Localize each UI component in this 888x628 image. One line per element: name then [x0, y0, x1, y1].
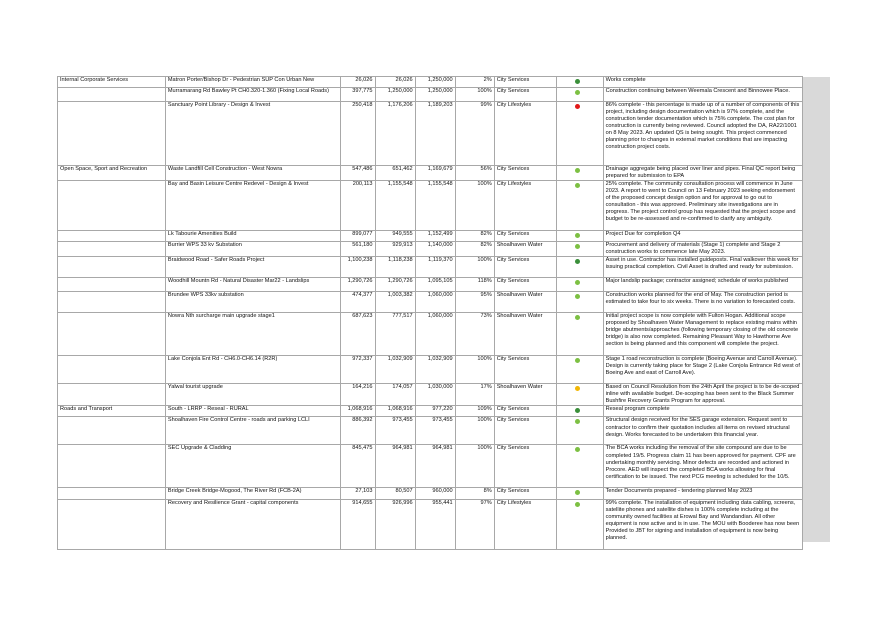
status-cell	[557, 384, 603, 406]
project-name-cell: Lake Conjola Ent Rd - CH6.0-CH6.14 (R2R)	[165, 356, 340, 384]
forecast-cell: 949,555	[375, 231, 415, 242]
project-name-cell: SEC Upgrade & Cladding	[165, 445, 340, 488]
table-row	[58, 445, 803, 488]
budget-cell: 1,152,499	[415, 231, 455, 242]
table-row	[58, 278, 803, 292]
comment-cell: Construction continuing between Weemala Crescent and Binnowee Place.	[603, 88, 802, 102]
forecast-cell: 1,032,909	[375, 356, 415, 384]
table-row	[58, 356, 803, 384]
status-cell	[557, 278, 603, 292]
budget-cell: 1,250,000	[415, 77, 455, 88]
status-dot-icon	[575, 104, 580, 109]
category-cell	[58, 181, 166, 231]
page-margin-panel	[803, 77, 830, 542]
budget-cell: 1,140,000	[415, 242, 455, 257]
ytd-actual-cell: 845,475	[340, 445, 375, 488]
ytd-actual-cell: 27,103	[340, 488, 375, 499]
directorate-cell: City Lifestyles	[494, 181, 557, 231]
ytd-actual-cell: 397,775	[340, 88, 375, 102]
forecast-cell: 1,003,382	[375, 292, 415, 313]
comment-cell: Procurement and delivery of materials (Stage 1) complete and Stage 2 construction works to commence late May 2023.	[603, 242, 802, 257]
category-cell: Open Space, Sport and Recreation	[58, 166, 166, 181]
ytd-actual-cell: 1,290,726	[340, 278, 375, 292]
comment-cell: Works complete	[603, 77, 802, 88]
status-dot-icon	[575, 294, 580, 299]
category-cell	[58, 445, 166, 488]
project-name-cell: Sanctuary Point Library - Design & Invest	[165, 102, 340, 166]
directorate-cell: City Services	[494, 356, 557, 384]
status-dot-icon	[575, 233, 580, 238]
ytd-actual-cell: 899,077	[340, 231, 375, 242]
table-row	[58, 166, 803, 181]
budget-cell: 977,220	[415, 406, 455, 417]
budget-cell: 1,060,000	[415, 292, 455, 313]
status-cell	[557, 166, 603, 181]
comment-cell: Project Due for completion Q4	[603, 231, 802, 242]
table-row	[58, 181, 803, 231]
table-row	[58, 102, 803, 166]
status-cell	[557, 488, 603, 499]
ytd-actual-cell: 914,655	[340, 499, 375, 549]
table-row	[58, 384, 803, 406]
percent-cell: 56%	[455, 166, 494, 181]
budget-cell: 1,119,370	[415, 257, 455, 278]
table-row	[58, 406, 803, 417]
status-cell	[557, 499, 603, 549]
category-cell	[58, 231, 166, 242]
status-dot-icon	[575, 79, 580, 84]
directorate-cell: City Services	[494, 417, 557, 445]
percent-cell: 99%	[455, 102, 494, 166]
comment-cell: Structural design received for the SES garage extension. Request sent to contractor to confirm their quotation includes all items on revised structural design. Works forecasted to be undertaken this financial year.	[603, 417, 802, 445]
comment-cell: Tender Documents prepared - tendering planned May 2023	[603, 488, 802, 499]
percent-cell: 97%	[455, 499, 494, 549]
table-row	[58, 77, 803, 88]
budget-cell: 964,981	[415, 445, 455, 488]
forecast-cell: 1,250,000	[375, 88, 415, 102]
comment-cell: 25% complete. The community consultation process will commence in June 2023. A report to went to Council on 13 February 2023 seeking endorsement of the proposed concept design option and for approval to go out to consultation - this was approved. Preliminary site investigations are in progress. The project control group has requested that the project scope and budget to be re-assessed and re-confirmed to clarify any ambiguity.	[603, 181, 802, 231]
percent-cell: 100%	[455, 445, 494, 488]
forecast-cell: 651,462	[375, 166, 415, 181]
directorate-cell: City Services	[494, 278, 557, 292]
status-cell	[557, 313, 603, 356]
category-cell	[58, 242, 166, 257]
budget-cell: 1,250,000	[415, 88, 455, 102]
forecast-cell: 1,155,548	[375, 181, 415, 231]
budget-cell: 1,189,203	[415, 102, 455, 166]
project-name-cell: Braidwood Road - Safer Roads Project	[165, 257, 340, 278]
comment-cell: Reseal program complete	[603, 406, 802, 417]
comment-cell: 86% complete - this percentage is made up of a number of components of this project, including design documentation which is 97% complete, and the construction tender documentation which is 75% complete. The cost plan for construction is currently being reviewed. Council adopted the DA, RA22/1001 on 8 May 2023. An updated QS is being sought. This project commenced planning prior to changes in external market conditions that are impacting construction project costs.	[603, 102, 802, 166]
status-cell	[557, 181, 603, 231]
comment-cell: Based on Council Resolution from the 24th April the project is to be de-scoped inline with available budget. De-scoping has been sent to the Black Summer Bushfire Recovery Grants Program for approval.	[603, 384, 802, 406]
ytd-actual-cell: 250,418	[340, 102, 375, 166]
project-name-cell: Burrier WPS 33 kv Substation	[165, 242, 340, 257]
budget-cell: 1,060,000	[415, 313, 455, 356]
project-name-cell: Woodhill Mountn Rd - Natural Disaster Mar22 - Landslips	[165, 278, 340, 292]
category-cell	[58, 257, 166, 278]
percent-cell: 82%	[455, 231, 494, 242]
status-cell	[557, 88, 603, 102]
status-dot-icon	[575, 90, 580, 95]
ytd-actual-cell: 547,486	[340, 166, 375, 181]
project-name-cell: Lk Tabourie Amenities Build	[165, 231, 340, 242]
percent-cell: 17%	[455, 384, 494, 406]
project-name-cell: Recovery and Resilience Grant - capital components	[165, 499, 340, 549]
status-dot-icon	[575, 408, 580, 413]
table-row	[58, 499, 803, 549]
project-name-cell: Yalwal tourist upgrade	[165, 384, 340, 406]
comment-cell: Asset in use. Contractor has installed guideposts. Final walkover this week for issuing practical completion. Civil Asset is drafted and ready for submission.	[603, 257, 802, 278]
table-row	[58, 88, 803, 102]
percent-cell: 8%	[455, 488, 494, 499]
ytd-actual-cell: 474,377	[340, 292, 375, 313]
status-cell	[557, 406, 603, 417]
status-dot-icon	[575, 447, 580, 452]
ytd-actual-cell: 687,623	[340, 313, 375, 356]
status-dot-icon	[575, 244, 580, 249]
category-cell	[58, 488, 166, 499]
project-name-cell: Nowra Nth surcharge main upgrade stage1	[165, 313, 340, 356]
percent-cell: 100%	[455, 181, 494, 231]
directorate-cell: City Services	[494, 445, 557, 488]
category-cell: Roads and Transport	[58, 406, 166, 417]
table-row	[58, 292, 803, 313]
directorate-cell: Shoalhaven Water	[494, 242, 557, 257]
forecast-cell: 174,057	[375, 384, 415, 406]
category-cell	[58, 278, 166, 292]
directorate-cell: City Services	[494, 257, 557, 278]
directorate-cell: City Services	[494, 88, 557, 102]
project-name-cell: Brundee WPS 33kv substation	[165, 292, 340, 313]
directorate-cell: Shoalhaven Water	[494, 292, 557, 313]
comment-cell: The BCA works including the removal of the site compound are due to be completed 19/5. Progress claim 11 has been approved for payment. CPF are undertaking monthly servicing. Minor defects are recorded and actioned in Procore. AED will inspect the completed BCA works allowing for final certification to be issued. The next PCG meeting is scheduled for the 10/5.	[603, 445, 802, 488]
percent-cell: 109%	[455, 406, 494, 417]
forecast-cell: 80,507	[375, 488, 415, 499]
project-name-cell: Murramarang Rd Bawley Pt CH0.320-1.360 (Fixing Local Roads)	[165, 88, 340, 102]
percent-cell: 100%	[455, 257, 494, 278]
percent-cell: 82%	[455, 242, 494, 257]
capital-works-table	[57, 76, 803, 550]
ytd-actual-cell: 200,113	[340, 181, 375, 231]
project-name-cell: Waste Landfill Cell Construction - West Nowra	[165, 166, 340, 181]
forecast-cell: 1,068,916	[375, 406, 415, 417]
forecast-cell: 964,981	[375, 445, 415, 488]
budget-cell: 1,155,548	[415, 181, 455, 231]
directorate-cell: City Services	[494, 406, 557, 417]
status-dot-icon	[575, 358, 580, 363]
budget-cell: 955,441	[415, 499, 455, 549]
comment-cell: Construction works planned for the end of May. The construction period is estimated to take four to six weeks. There is no variation to forecasted costs.	[603, 292, 802, 313]
forecast-cell: 1,176,206	[375, 102, 415, 166]
ytd-actual-cell: 26,026	[340, 77, 375, 88]
ytd-actual-cell: 972,337	[340, 356, 375, 384]
budget-cell: 1,169,679	[415, 166, 455, 181]
status-dot-icon	[575, 315, 580, 320]
directorate-cell: City Lifestyles	[494, 499, 557, 549]
status-cell	[557, 257, 603, 278]
percent-cell: 100%	[455, 417, 494, 445]
category-cell	[58, 292, 166, 313]
table-row	[58, 417, 803, 445]
status-dot-icon	[575, 419, 580, 424]
status-dot-icon	[575, 168, 580, 173]
status-cell	[557, 242, 603, 257]
status-cell	[557, 356, 603, 384]
status-dot-icon	[575, 259, 580, 264]
status-cell	[557, 77, 603, 88]
directorate-cell: Shoalhaven Water	[494, 313, 557, 356]
project-name-cell: Bay and Basin Leisure Centre Redevel - Design & Invest	[165, 181, 340, 231]
table-row	[58, 257, 803, 278]
forecast-cell: 929,913	[375, 242, 415, 257]
status-dot-icon	[575, 502, 580, 507]
table-body	[58, 77, 803, 550]
ytd-actual-cell: 1,100,238	[340, 257, 375, 278]
table-row	[58, 242, 803, 257]
status-dot-icon	[575, 386, 580, 391]
project-name-cell: South - LRRP - Reseal - RURAL	[165, 406, 340, 417]
table-row	[58, 488, 803, 499]
category-cell	[58, 88, 166, 102]
percent-cell: 73%	[455, 313, 494, 356]
category-cell	[58, 356, 166, 384]
budget-cell: 1,032,909	[415, 356, 455, 384]
percent-cell: 118%	[455, 278, 494, 292]
comment-cell: Initial project scope is now complete with Fulton Hogan. Additional scope proposed by Shoalhaven Water Management to replace existing mains within bridge abutments/approaches (following temporary closing of the old concrete bridge) is also now completed. Remaining Pleasant Way to Hawthorne Ave section is being planned and this component will complete the project.	[603, 313, 802, 356]
category-cell: Internal Corporate Services	[58, 77, 166, 88]
table-row	[58, 231, 803, 242]
forecast-cell: 1,290,726	[375, 278, 415, 292]
comment-cell: Drainage aggregate being placed over liner and pipes. Final QC report being prepared for submission to EPA	[603, 166, 802, 181]
percent-cell: 100%	[455, 88, 494, 102]
comment-cell: Major landslip package; contractor assigned; schedule of works published	[603, 278, 802, 292]
status-cell	[557, 292, 603, 313]
budget-cell: 973,455	[415, 417, 455, 445]
forecast-cell: 1,118,238	[375, 257, 415, 278]
budget-cell: 960,000	[415, 488, 455, 499]
ytd-actual-cell: 164,216	[340, 384, 375, 406]
budget-cell: 1,095,105	[415, 278, 455, 292]
table-row	[58, 313, 803, 356]
forecast-cell: 973,455	[375, 417, 415, 445]
directorate-cell: City Services	[494, 166, 557, 181]
category-cell	[58, 313, 166, 356]
comment-cell: Stage 1 road reconstruction is complete (Boeing Avenue and Carroll Avenue). Design is currently taking place for Stage 2 (Lake Conjola Entrance Rd west of Boeing Ave and east of Carroll Ave).	[603, 356, 802, 384]
status-cell	[557, 417, 603, 445]
category-cell	[58, 102, 166, 166]
status-cell	[557, 445, 603, 488]
percent-cell: 100%	[455, 356, 494, 384]
forecast-cell: 926,996	[375, 499, 415, 549]
ytd-actual-cell: 1,068,916	[340, 406, 375, 417]
ytd-actual-cell: 561,180	[340, 242, 375, 257]
status-dot-icon	[575, 490, 580, 495]
status-cell	[557, 231, 603, 242]
percent-cell: 95%	[455, 292, 494, 313]
comment-cell: 99% complete. The installation of equipment including data cabling, screens, satellite phones and satellite dishes is 100% complete including at the community owned facilities at Erowal Bay and Wandandian. All other equipment is now active and is in use. The MOU with Booderee has now been Provided to JBT for signing and installation of equipment is now being planned.	[603, 499, 802, 549]
directorate-cell: City Services	[494, 231, 557, 242]
directorate-cell: City Lifestyles	[494, 102, 557, 166]
project-name-cell: Shoalhaven Fire Control Centre - roads and parking LCLI	[165, 417, 340, 445]
directorate-cell: City Services	[494, 488, 557, 499]
category-cell	[58, 499, 166, 549]
status-cell	[557, 102, 603, 166]
directorate-cell: Shoalhaven Water	[494, 384, 557, 406]
ytd-actual-cell: 886,392	[340, 417, 375, 445]
category-cell	[58, 417, 166, 445]
directorate-cell: City Services	[494, 77, 557, 88]
project-name-cell: Matron Porter/Bishop Dr - Pedestrian SUP Con Urban New	[165, 77, 340, 88]
forecast-cell: 777,517	[375, 313, 415, 356]
status-dot-icon	[575, 280, 580, 285]
forecast-cell: 26,026	[375, 77, 415, 88]
project-name-cell: Bridge Creek Bridge-Mogood, The River Rd (FCB-2A)	[165, 488, 340, 499]
status-dot-icon	[575, 183, 580, 188]
percent-cell: 2%	[455, 77, 494, 88]
category-cell	[58, 384, 166, 406]
budget-cell: 1,030,000	[415, 384, 455, 406]
